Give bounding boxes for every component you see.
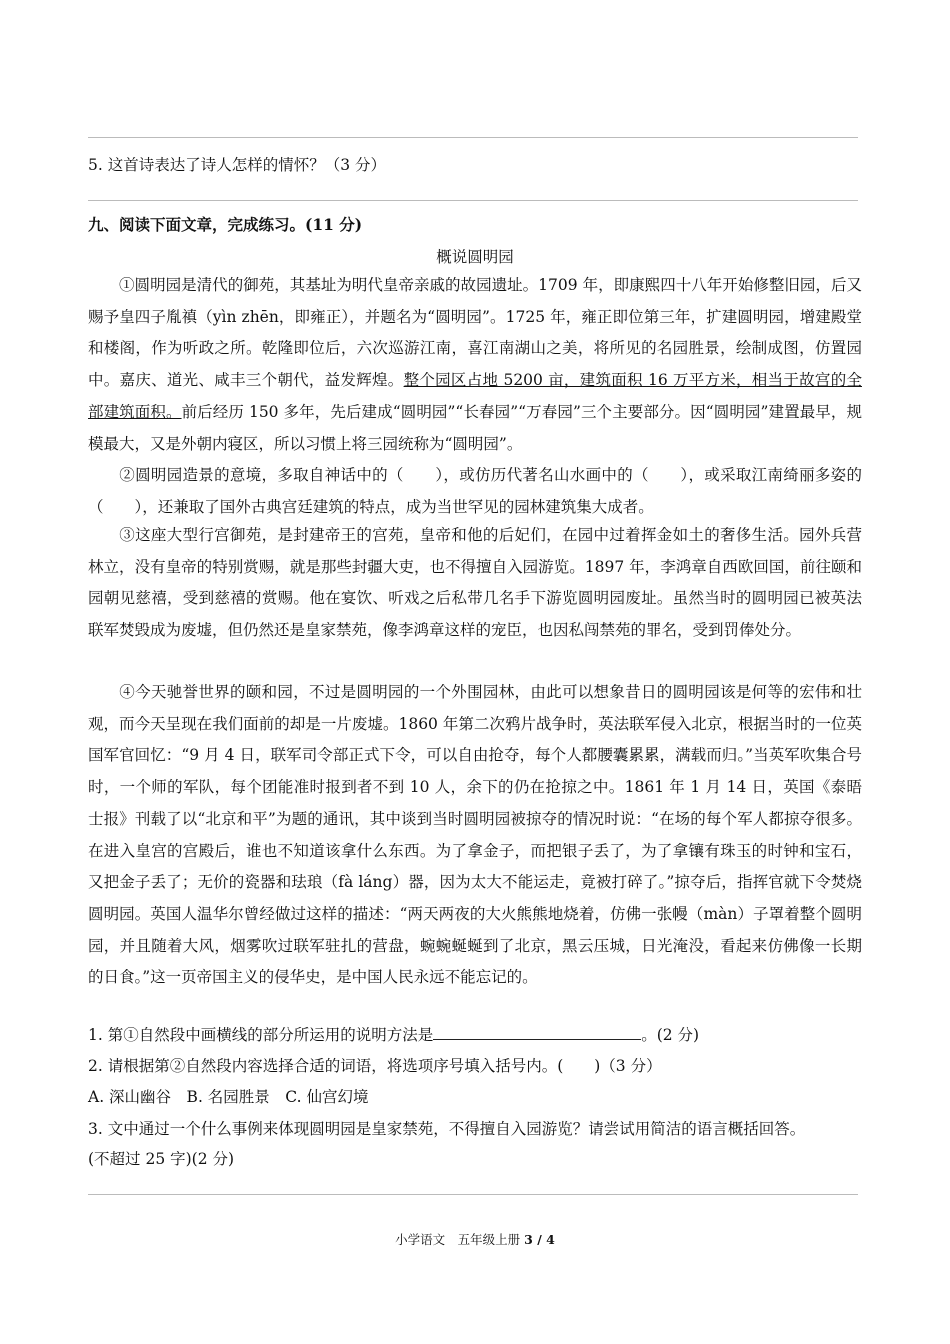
question-3-limit: (不超过 25 字)(2 分) xyxy=(88,1150,235,1168)
page-number: 3 / 4 xyxy=(524,1232,555,1247)
section-heading: 九、阅读下面文章，完成练习。(11 分) xyxy=(88,215,363,234)
question-1-text: 1. 第①自然段中画横线的部分所运用的说明方法是 xyxy=(88,1026,434,1044)
underlined-sentence: 整个园区占地 5200 亩，建筑面积 16 万平方米，相当于故宫的全部建筑面积。 xyxy=(88,371,862,421)
answer-line xyxy=(88,137,858,138)
question-3: 3. 文中通过一个什么事例来体现圆明园是皇家禁苑，不得擅自入园游览？请尝试用简洁的语言概括回答。 xyxy=(88,1120,806,1138)
paragraph-3-text: ③这座大型行宫御苑，是封建帝王的宫苑，皇帝和他的后妃们，在园中过着挥金如土的奢侈生活。园外兵营林立，没有皇帝的特别赏赐，就是那些封疆大吏，也不得擅自入园游览。1897 年，李鸿章自西欧回国，前往颐和园朝见慈禧，受到慈禧的赏赐。他在宴饮、听戏之后私带几名手下游览圆明园废址。虽然当时的圆明园已被英法联军焚毁成为废墟，但仍然还是皇家禁苑，像李鸿章这样的宠臣，也因私闯禁苑的罪名，受到罚俸处分。 xyxy=(88,526,862,640)
footer-subject: 小学语文 五年级上册 xyxy=(395,1232,521,1247)
paragraph-2 xyxy=(88,460,862,523)
answer-blank[interactable] xyxy=(433,1025,641,1040)
paragraph-3 xyxy=(88,520,862,647)
article-title: 概说圆明园 xyxy=(436,248,514,266)
question-1 xyxy=(88,1025,862,1045)
paragraph-2-text: ②圆明园造景的意境，多取自神话中的（ ），或仿历代著名山水画中的（ ），或采取江南绮丽多姿的（ ），还兼取了国外古典宫廷建筑的特点，成为当世罕见的园林建筑集大成者。 xyxy=(88,466,862,516)
question-5: 5. 这首诗表达了诗人怎样的情怀？（3 分） xyxy=(88,156,387,174)
answer-line xyxy=(88,1194,858,1195)
paragraph-4-text: ④今天驰誉世界的颐和园，不过是圆明园的一个外围园林，由此可以想象昔日的圆明园该是何等的宏伟和壮观，而今天呈现在我们面前的却是一片废墟。1860 年第二次鸦片战争时，英法联军侵入北京，根据当时的一位英国军官回忆：“9 月 4 日，联军司令部正式下令，可以自由抢夺，每个人都腰囊累累，满载而归。”当英军吹集合号时，一个师的军队，每个团能准时报到者不到 10 人，余下的仍在抢掠之中。1861 年 1 月 14 日，英国《泰晤士报》刊载了以“北京和平”为题的通讯，其中谈到当时圆明园被掠夺的情况时说：“在场的每个军人都掠夺很多。在进入皇宫的宫殿后，谁也不知道该拿什么东西。为了拿金子，而把银子丢了，为了拿镶有珠玉的时钟和宝石，又把金子丢了；无价的瓷器和珐琅（fà láng）器，因为太大不能运走，竟被打碎了。”掠夺后，指挥官就下令焚烧圆明园。英国人温华尔曾经做过这样的描述：“两天两夜的大火熊熊地烧着，仿佛一张幔（màn）子罩着整个圆明园，并且随着大风，烟雾吹过联军驻扎的营盘，蜿蜿蜒蜒到了北京，黑云压城，日光淹没，看起来仿佛像一长期的日食。”这一页帝国主义的侵华史，是中国人民永远不能忘记的。 xyxy=(88,683,862,987)
question-2-options: A. 深山幽谷 B. 名园胜景 C. 仙宫幻境 xyxy=(88,1088,369,1106)
question-1-points: 。(2 分) xyxy=(641,1026,700,1044)
paragraph-1-text: ①圆明园是清代的御苑，其基址为明代皇帝亲戚的故园遗址。1709 年，即康熙四十八年开始修整旧园，后又赐予皇四子胤禛（yìn zhēn，即雍正），并题名为“圆明园”。1725 年，雍正即位第三年，扩建圆明园，增建殿堂和楼阁，作为听政之所。乾隆即位后，六次巡游江南，喜江南湖山之美，将所见的名园胜景，绘制成图，仿置园中。嘉庆、道光、咸丰三个朝代，益发辉煌。 xyxy=(88,276,862,390)
question-2: 2. 请根据第②自然段内容选择合适的词语，将选项序号填入括号内。( )（3 分） xyxy=(88,1057,662,1075)
paragraph-4 xyxy=(88,677,862,994)
page-footer xyxy=(0,1230,950,1248)
paragraph-1-tail: 前后经历 150 多年，先后建成“圆明园”“长春园”“万春园”三个主要部分。因“圆明园”建置最早，规模最大，又是外朝内寝区，所以习惯上将三园统称为“圆明园”。 xyxy=(88,402,862,453)
paragraph-1 xyxy=(88,270,862,460)
answer-line xyxy=(88,200,858,201)
